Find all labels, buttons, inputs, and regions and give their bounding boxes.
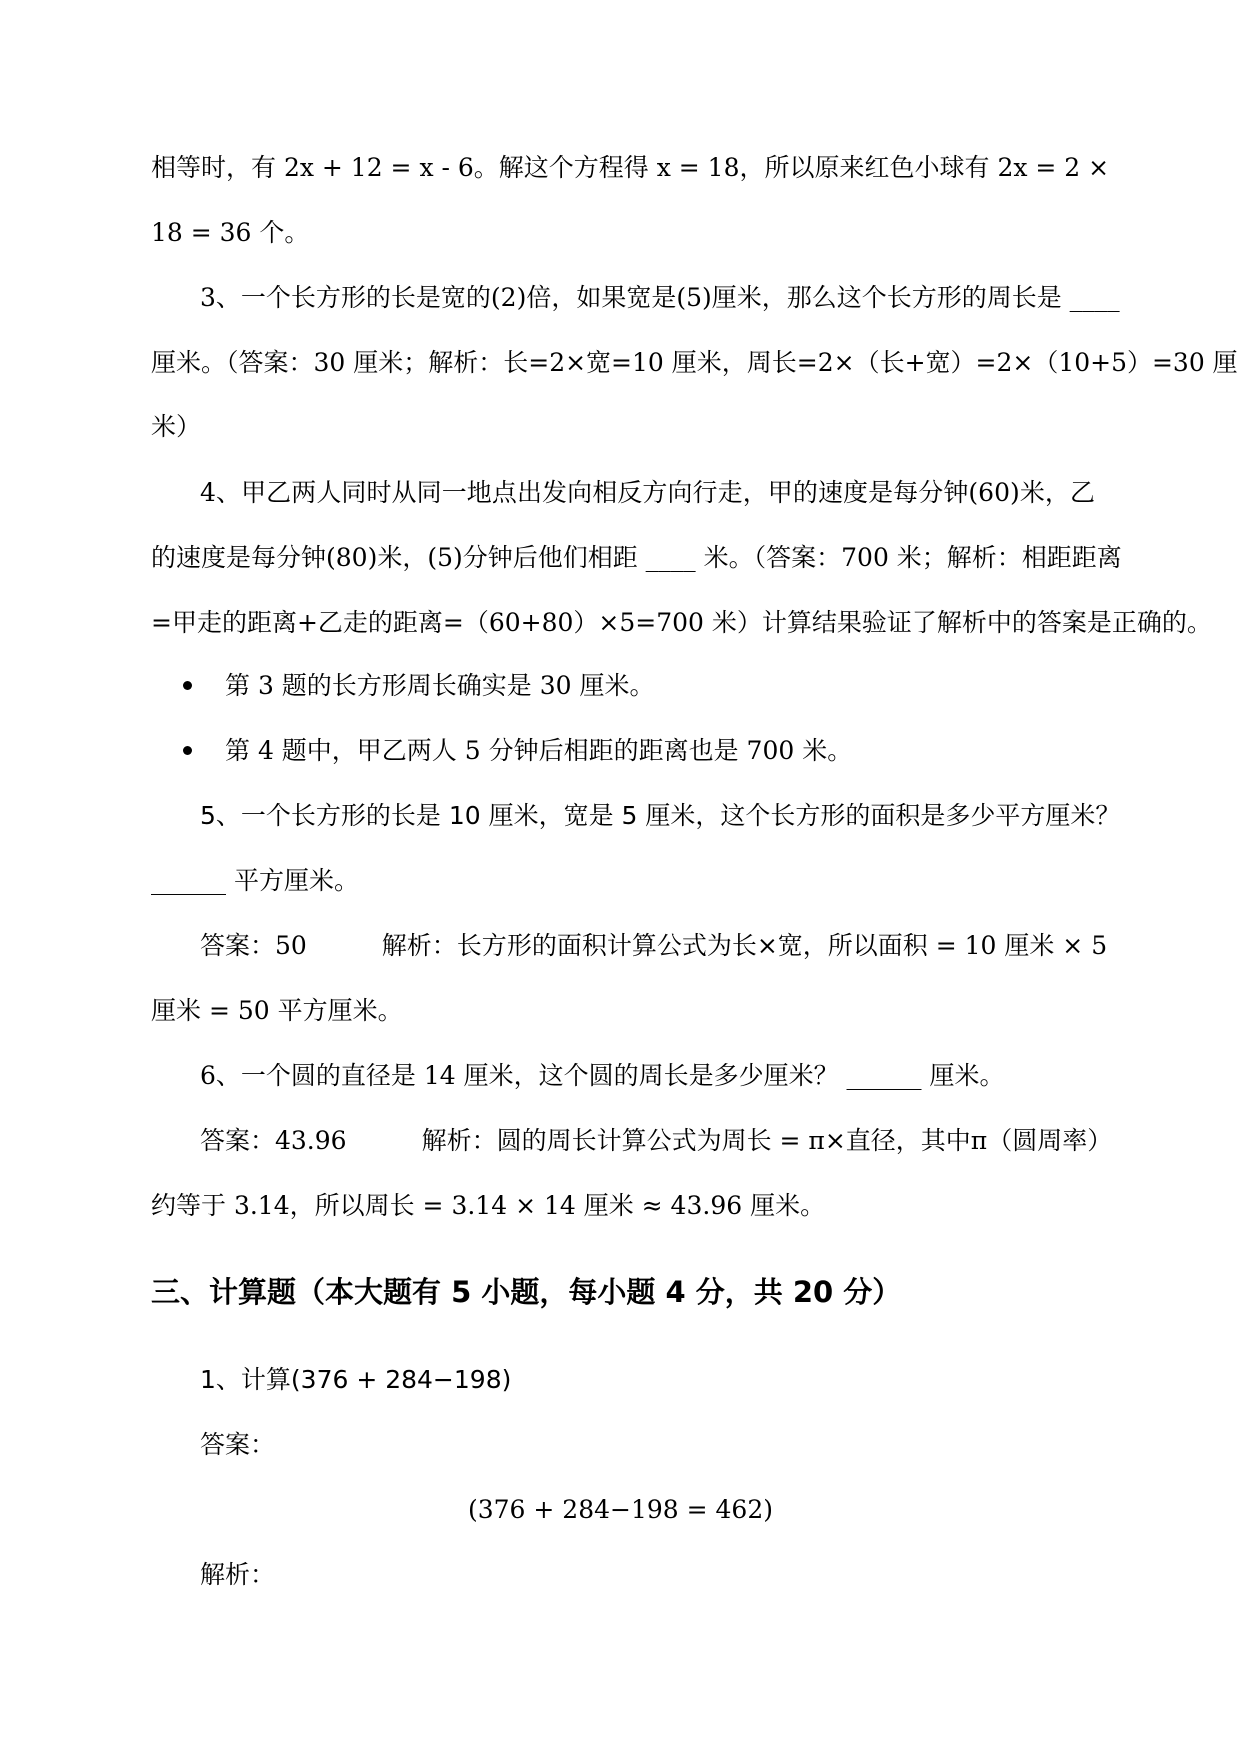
text-line-1: 相等时，有 2x + 12 = x - 6。解这个方程得 x = 18，所以原来红色小球有 2x = 2 × <box>151 153 1110 182</box>
question-5-line-1: 5、一个长方形的长是 10 厘米，宽是 5 厘米，这个长方形的面积是多少平方厘米？ <box>200 801 1121 830</box>
answer-6-line-1: 答案：43.96 解析：圆的周长计算公式为周长 = π×直径，其中π（圆周率） <box>200 1126 1113 1155</box>
section-heading: 三、计算题（本大题有 5 小题，每小题 4 分，共 20 分） <box>151 1275 902 1309</box>
question-4-line-2: 的速度是每分钟(80)米，(5)分钟后他们相距 ____ 米。（答案：700 米；解析：相距距离 <box>151 543 1122 572</box>
question-3-line-3: 米） <box>151 412 202 441</box>
calc-question-1: 1、计算(376 + 284−198) <box>200 1365 512 1394</box>
analysis-label: 解析： <box>200 1560 276 1589</box>
question-6-line: 6、一个圆的直径是 14 厘米，这个圆的周长是多少厘米？ ______ 厘米。 <box>200 1061 1005 1090</box>
question-5-line-2: ______ 平方厘米。 <box>151 866 359 895</box>
bullet-icon <box>183 681 192 690</box>
answer-6-line-2: 约等于 3.14，所以周长 = 3.14 × 14 厘米 ≈ 43.96 厘米。 <box>151 1191 826 1220</box>
question-3-line-1: 3、一个长方形的长是宽的(2)倍，如果宽是(5)厘米，那么这个长方形的周长是 ____ <box>200 283 1120 312</box>
answer-label: 答案： <box>200 1430 276 1459</box>
text-line-2: 18 = 36 个。 <box>151 218 310 247</box>
answer-5-line-2: 厘米 = 50 平方厘米。 <box>151 996 403 1025</box>
bullet-item-2: 第 4 题中，甲乙两人 5 分钟后相距的距离也是 700 米。 <box>225 736 853 765</box>
answer-5-line-1: 答案：50 解析：长方形的面积计算公式为长×宽，所以面积 = 10 厘米 × 5 <box>200 931 1108 960</box>
bullet-item-1: 第 3 题的长方形周长确实是 30 厘米。 <box>225 671 655 700</box>
question-4-line-3: =甲走的距离+乙走的距离=（60+80）×5=700 米）计算结果验证了解析中的答案是正确的。 <box>151 608 1212 637</box>
bullet-icon <box>183 746 192 755</box>
answer-equation: (376 + 284−198 = 462) <box>467 1495 773 1524</box>
question-3-line-2: 厘米。（答案：30 厘米；解析：长=2×宽=10 厘米，周长=2×（长+宽）=2×（10+5）=30 厘 <box>151 348 1238 377</box>
question-4-line-1: 4、甲乙两人同时从同一地点出发向相反方向行走，甲的速度是每分钟(60)米，乙 <box>200 478 1095 507</box>
